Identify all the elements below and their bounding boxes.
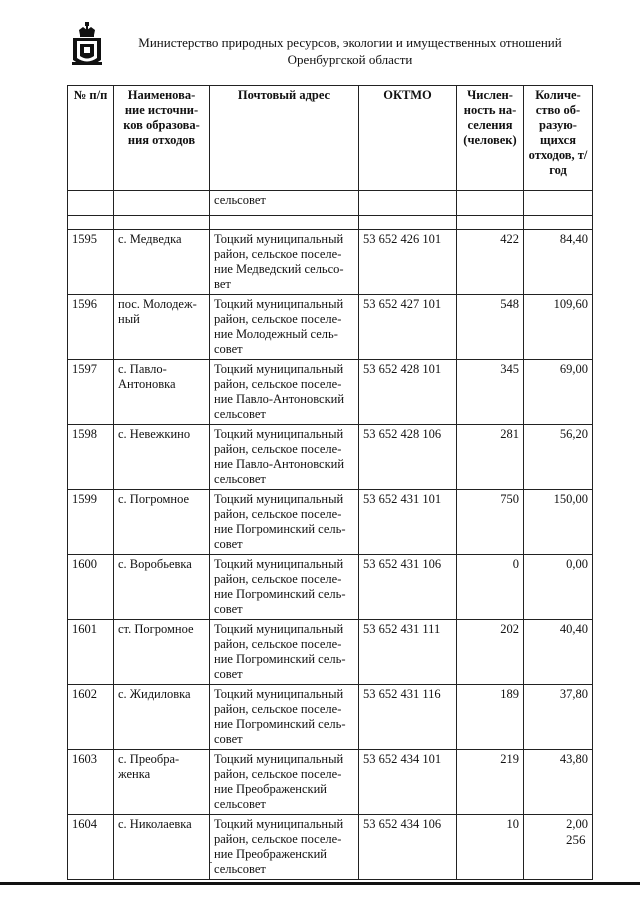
ministry-header (120, 34, 580, 68)
oktmo-code: 53 652 431 106 (359, 555, 457, 620)
waste-amount: 43,80 (524, 750, 593, 815)
population: 422 (457, 230, 524, 295)
postal-address: Тоцкий муниципальный район, сельское поселе-ние Погроминский сель-совет (210, 620, 359, 685)
postal-address: Тоцкий муниципальный район, сельское поселе-ние Преображенский сельсовет (210, 815, 359, 880)
source-name: с. Николаевка (114, 815, 210, 880)
source-name: с. Погромное (114, 490, 210, 555)
table-header-row (68, 86, 593, 191)
postal-address: Тоцкий муниципальный район, сельское поселе-ние Медведский сельсо-вет (210, 230, 359, 295)
row-number: 1601 (68, 620, 114, 685)
oktmo-code: 53 652 427 101 (359, 295, 457, 360)
col-oktmo: ОКТМО (359, 86, 457, 191)
col-number: № п/п (68, 86, 114, 191)
waste-amount: 56,20 (524, 425, 593, 490)
table-row (68, 425, 593, 490)
waste-amount: 2,00 (524, 815, 593, 880)
source-name: с. Медведка (114, 230, 210, 295)
table-row (68, 620, 593, 685)
table-row (68, 295, 593, 360)
waste-amount: 150,00 (524, 490, 593, 555)
row-number: 1604 (68, 815, 114, 880)
region-name: Оренбургской области (287, 52, 413, 67)
postal-address: Тоцкий муниципальный район, сельское поселе-ние Павло-Антоновский сельсовет (210, 360, 359, 425)
table-row (68, 230, 593, 295)
ministry-name: Министерство природных ресурсов, экологии и имущественных отношений (138, 35, 562, 50)
row-number: 1598 (68, 425, 114, 490)
row-number: 1599 (68, 490, 114, 555)
postal-address: Тоцкий муниципальный район, сельское поселе-ние Погроминский сель-совет (210, 490, 359, 555)
scan-speck (210, 862, 212, 863)
continuation-row (68, 191, 593, 216)
table-row (68, 685, 593, 750)
population: 219 (457, 750, 524, 815)
source-name: пос. Молодеж-ный (114, 295, 210, 360)
oktmo-code: 53 652 431 101 (359, 490, 457, 555)
table-row (68, 360, 593, 425)
waste-sources-table (67, 85, 593, 880)
waste-amount: 37,80 (524, 685, 593, 750)
population: 202 (457, 620, 524, 685)
population: 281 (457, 425, 524, 490)
oktmo-code: 53 652 428 106 (359, 425, 457, 490)
postal-address: Тоцкий муниципальный район, сельское поселе-ние Погроминский сель-совет (210, 685, 359, 750)
waste-amount: 84,40 (524, 230, 593, 295)
col-waste: Количе-ство об-разую-щихся отходов, т/год (524, 86, 593, 191)
coat-of-arms-icon (72, 22, 102, 70)
population: 345 (457, 360, 524, 425)
population: 548 (457, 295, 524, 360)
population: 189 (457, 685, 524, 750)
spacer-row (68, 216, 593, 230)
population: 10 (457, 815, 524, 880)
table-row (68, 490, 593, 555)
postal-address: Тоцкий муниципальный район, сельское поселе-ние Павло-Антоновский сельсовет (210, 425, 359, 490)
source-name: с. Невежкино (114, 425, 210, 490)
row-number: 1595 (68, 230, 114, 295)
col-source-name: Наименова-ние источни-ков образова-ния отходов (114, 86, 210, 191)
postal-address: Тоцкий муниципальный район, сельское поселе-ние Погроминский сель-совет (210, 555, 359, 620)
postal-address: Тоцкий муниципальный район, сельское поселе-ние Молодежный сель-совет (210, 295, 359, 360)
source-name: с. Павло-Антоновка (114, 360, 210, 425)
source-name: ст. Погромное (114, 620, 210, 685)
row-number: 1603 (68, 750, 114, 815)
source-name: с. Воробьевка (114, 555, 210, 620)
col-address: Почтовый адрес (210, 86, 359, 191)
table-row (68, 555, 593, 620)
postal-address: Тоцкий муниципальный район, сельское поселе-ние Преображенский сельсовет (210, 750, 359, 815)
population: 0 (457, 555, 524, 620)
oktmo-code: 53 652 431 111 (359, 620, 457, 685)
waste-amount: 0,00 (524, 555, 593, 620)
col-population: Числен-ность на-селения (человек) (457, 86, 524, 191)
waste-amount: 109,60 (524, 295, 593, 360)
row-number: 1596 (68, 295, 114, 360)
row-number: 1600 (68, 555, 114, 620)
population: 750 (457, 490, 524, 555)
oktmo-code: 53 652 431 116 (359, 685, 457, 750)
continuation-text: сельсовет (210, 191, 359, 216)
waste-amount: 40,40 (524, 620, 593, 685)
table-row (68, 750, 593, 815)
page-number: 256 (566, 832, 586, 847)
source-name: с. Преобра-женка (114, 750, 210, 815)
waste-amount: 69,00 (524, 360, 593, 425)
row-number: 1602 (68, 685, 114, 750)
oktmo-code: 53 652 426 101 (359, 230, 457, 295)
oktmo-code: 53 652 434 106 (359, 815, 457, 880)
oktmo-code: 53 652 428 101 (359, 360, 457, 425)
row-number: 1597 (68, 360, 114, 425)
table-row (68, 815, 593, 880)
source-name: с. Жидиловка (114, 685, 210, 750)
bottom-rule (0, 882, 640, 885)
oktmo-code: 53 652 434 101 (359, 750, 457, 815)
